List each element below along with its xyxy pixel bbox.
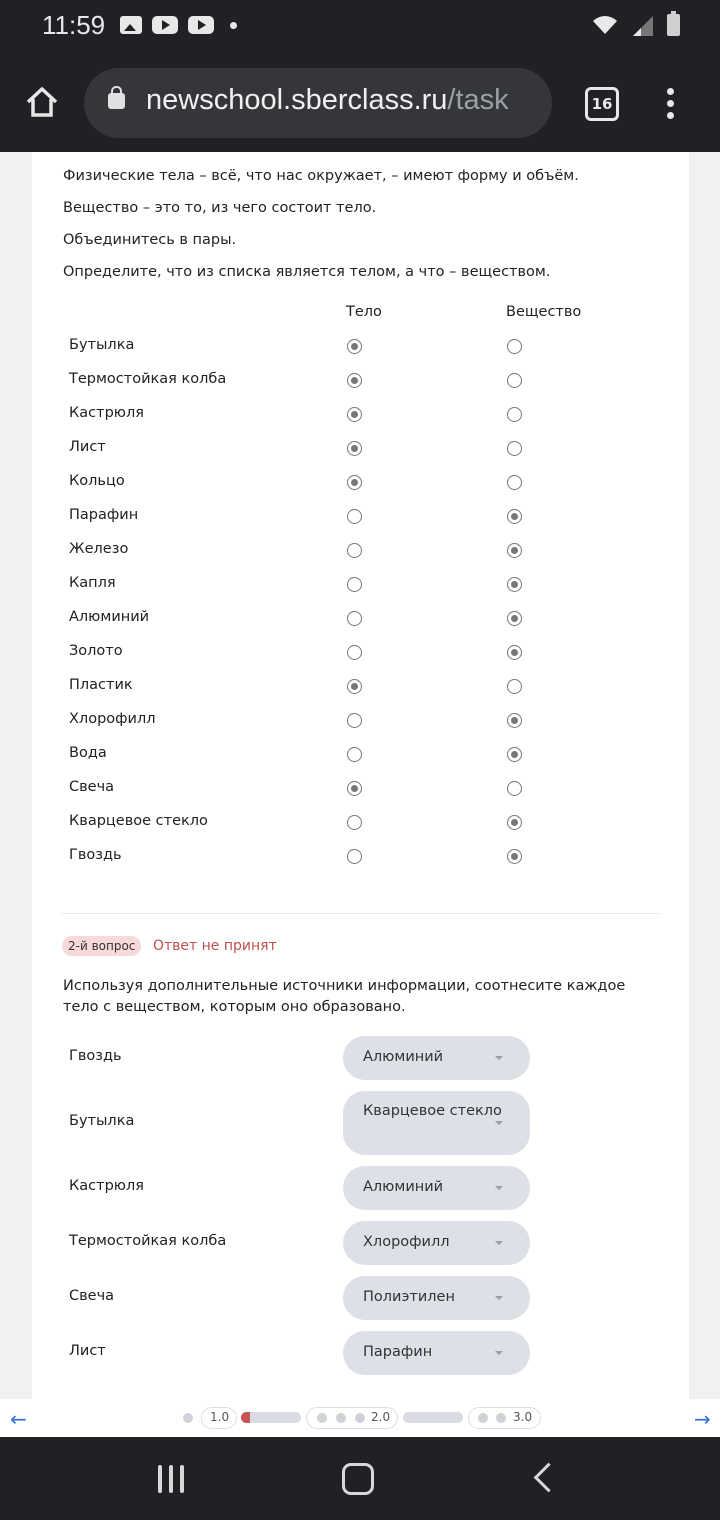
radio-substance[interactable] <box>507 577 522 592</box>
select-value: Кварцевое стекло <box>363 1103 502 1119</box>
chevron-down-icon <box>495 1296 503 1300</box>
answer-status: Ответ не принят <box>153 938 277 954</box>
radio-body[interactable] <box>347 373 362 388</box>
radio-substance[interactable] <box>507 713 522 728</box>
row-label: Алюминий <box>69 609 150 625</box>
progress-label-1: 1.0 <box>210 1410 230 1424</box>
progress-bar[interactable] <box>403 1412 463 1423</box>
radio-substance[interactable] <box>507 781 522 796</box>
radio-substance[interactable] <box>507 373 522 388</box>
intro-paragraph-1: Физические тела – всё, что нас окружает, – имеют форму и объём. <box>63 168 579 184</box>
youtube-notification-icon <box>152 16 178 34</box>
row-label: Гвоздь <box>69 847 122 863</box>
radio-body[interactable] <box>347 509 362 524</box>
page-content <box>0 152 720 1399</box>
progress-dot[interactable] <box>317 1413 327 1423</box>
progress-dot[interactable] <box>336 1413 346 1423</box>
row-label: Золото <box>69 643 123 659</box>
radio-body[interactable] <box>347 407 362 422</box>
select-value: Алюминий <box>363 1049 444 1065</box>
substance-select[interactable] <box>343 1331 530 1375</box>
intro-paragraph-2: Вещество – это то, из чего состоит тело. <box>63 200 377 216</box>
progress-dot[interactable] <box>355 1413 365 1423</box>
lock-icon <box>108 93 125 109</box>
row-label: Парафин <box>69 507 139 523</box>
back-icon[interactable] <box>534 1463 564 1493</box>
row-label: Кастрюля <box>69 405 144 421</box>
row-label: Капля <box>69 575 116 591</box>
row-label: Пластик <box>69 677 133 693</box>
progress-label-3: 3.0 <box>513 1410 533 1424</box>
radio-body[interactable] <box>347 611 362 626</box>
select-value: Алюминий <box>363 1179 444 1195</box>
substance-select[interactable] <box>343 1221 530 1265</box>
system-home-icon[interactable] <box>342 1463 374 1495</box>
match-label: Бутылка <box>69 1113 135 1129</box>
substance-select[interactable] <box>343 1091 530 1155</box>
select-value: Хлорофилл <box>363 1234 450 1250</box>
match-label: Термостойкая колба <box>69 1233 227 1249</box>
progress-navigation <box>0 1399 720 1437</box>
address-bar[interactable] <box>84 68 552 138</box>
progress-bar-current[interactable] <box>241 1412 301 1423</box>
radio-body[interactable] <box>347 475 362 490</box>
radio-body[interactable] <box>347 747 362 762</box>
radio-substance[interactable] <box>507 679 522 694</box>
url-text: newschool.sberclass.ru/task <box>146 84 509 116</box>
row-label: Бутылка <box>69 337 135 353</box>
progress-label-2: 2.0 <box>371 1410 391 1424</box>
arrow-right-icon[interactable]: → <box>694 1407 711 1431</box>
radio-substance[interactable] <box>507 849 522 864</box>
radio-body[interactable] <box>347 679 362 694</box>
radio-body[interactable] <box>347 781 362 796</box>
chevron-down-icon <box>495 1121 503 1125</box>
radio-body[interactable] <box>347 441 362 456</box>
radio-substance[interactable] <box>507 475 522 490</box>
youtube-notification-icon-2 <box>188 16 214 34</box>
substance-select[interactable] <box>343 1036 530 1080</box>
substance-select[interactable] <box>343 1166 530 1210</box>
select-value: Парафин <box>363 1344 433 1360</box>
clock: 11:59 <box>42 10 106 40</box>
match-label: Гвоздь <box>69 1048 122 1064</box>
intro-paragraph-4: Определите, что из списка является телом, а что – веществом. <box>63 264 551 280</box>
row-label: Железо <box>69 541 129 557</box>
row-label: Лист <box>69 439 106 455</box>
radio-body[interactable] <box>347 815 362 830</box>
radio-body[interactable] <box>347 543 362 558</box>
more-notifications-icon <box>230 22 237 29</box>
row-label: Свеча <box>69 779 115 795</box>
wifi-icon <box>591 14 619 36</box>
column-header-substance: Вещество <box>506 304 582 320</box>
row-label: Кольцо <box>69 473 125 489</box>
progress-dot[interactable] <box>478 1413 488 1423</box>
radio-substance[interactable] <box>507 339 522 354</box>
status-bar <box>0 0 720 56</box>
radio-substance[interactable] <box>507 441 522 456</box>
progress-dot[interactable] <box>183 1413 193 1423</box>
home-icon[interactable] <box>24 84 60 120</box>
radio-body[interactable] <box>347 713 362 728</box>
browser-toolbar <box>0 56 720 152</box>
match-label: Свеча <box>69 1288 115 1304</box>
match-label: Лист <box>69 1343 106 1359</box>
question-badge: 2-й вопрос <box>62 936 141 956</box>
tab-switcher-button[interactable]: 16 <box>585 87 619 121</box>
radio-substance[interactable] <box>507 747 522 762</box>
row-label: Термостойкая колба <box>69 371 227 387</box>
radio-body[interactable] <box>347 577 362 592</box>
radio-substance[interactable] <box>507 645 522 660</box>
chevron-down-icon <box>495 1186 503 1190</box>
menu-icon[interactable] <box>667 88 675 124</box>
radio-substance[interactable] <box>507 407 522 422</box>
radio-body[interactable] <box>347 339 362 354</box>
chevron-down-icon <box>495 1351 503 1355</box>
radio-body[interactable] <box>347 849 362 864</box>
system-navigation-bar <box>0 1437 720 1520</box>
radio-substance[interactable] <box>507 815 522 830</box>
row-label: Кварцевое стекло <box>69 813 208 829</box>
chevron-down-icon <box>495 1056 503 1060</box>
task-card <box>32 152 689 1399</box>
row-label: Вода <box>69 745 107 761</box>
radio-body[interactable] <box>347 645 362 660</box>
arrow-left-icon[interactable]: ← <box>10 1407 27 1431</box>
match-label: Кастрюля <box>69 1178 144 1194</box>
select-value: Полиэтилен <box>363 1289 455 1305</box>
battery-icon <box>667 14 680 36</box>
substance-select[interactable] <box>343 1276 530 1320</box>
gallery-notification-icon <box>120 16 142 34</box>
intro-paragraph-3: Объединитесь в пары. <box>63 232 237 248</box>
recent-apps-icon[interactable] <box>158 1465 184 1493</box>
radio-substance[interactable] <box>507 509 522 524</box>
column-header-body: Тело <box>346 304 382 320</box>
progress-dot[interactable] <box>496 1413 506 1423</box>
row-label: Хлорофилл <box>69 711 156 727</box>
divider <box>62 913 660 914</box>
radio-substance[interactable] <box>507 543 522 558</box>
signal-icon <box>633 16 653 36</box>
radio-substance[interactable] <box>507 611 522 626</box>
question-text: Используя дополнительные источники информации, соотнесите каждое тело с веществом, которым оно образовано. <box>63 978 626 1015</box>
chevron-down-icon <box>495 1241 503 1245</box>
